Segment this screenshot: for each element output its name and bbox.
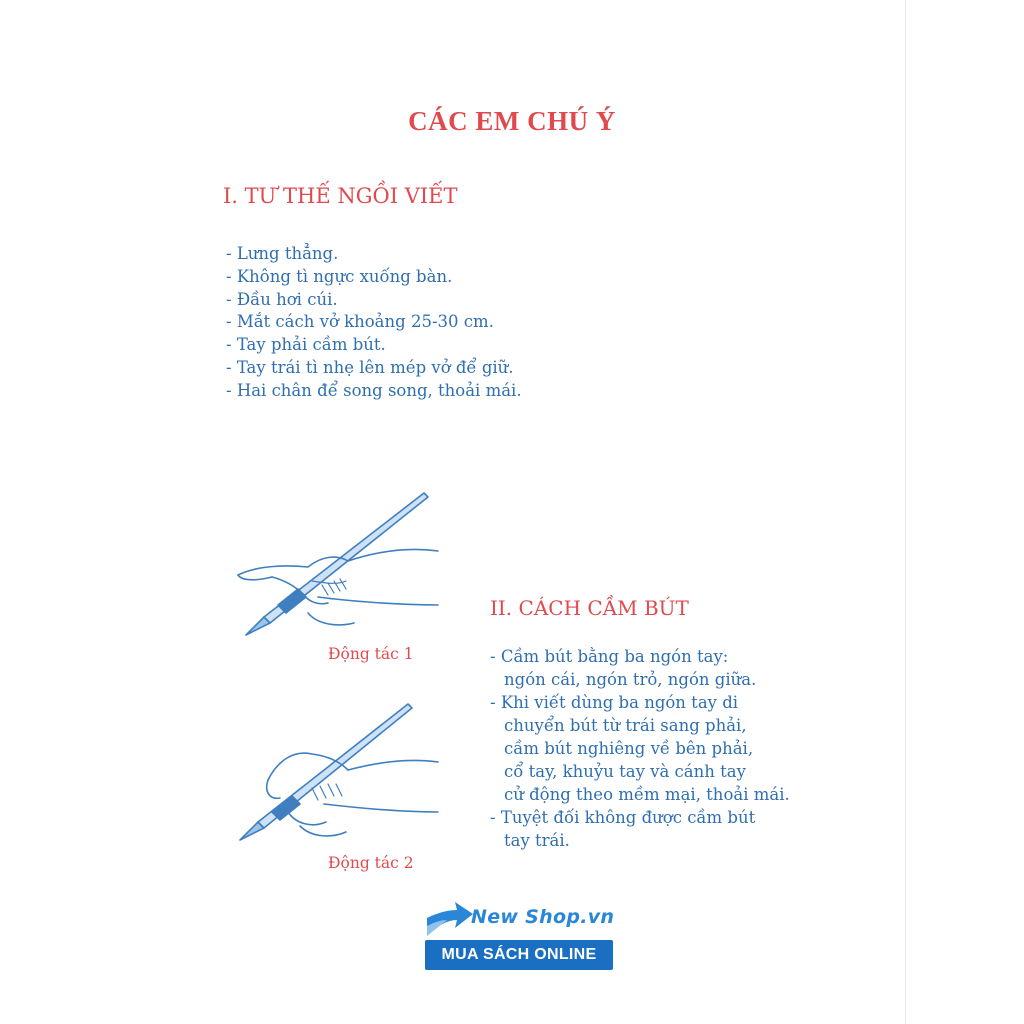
list-item: - Lưng thẳng. bbox=[226, 244, 339, 263]
logo-tagline-badge: MUA SÁCH ONLINE bbox=[425, 940, 613, 970]
list-item-continuation: chuyển bút từ trái sang phải, bbox=[504, 716, 747, 735]
list-item-continuation: cử động theo mềm mại, thoải mái. bbox=[504, 785, 790, 804]
list-item: - Cầm bút bằng ba ngón tay: bbox=[490, 647, 729, 666]
list-item-continuation: ngón cái, ngón trỏ, ngón giữa. bbox=[504, 670, 757, 689]
list-item: - Tay phải cầm bút. bbox=[226, 335, 386, 355]
list-item: - Khi viết dùng ba ngón tay di bbox=[490, 693, 739, 712]
page-edge-line bbox=[905, 0, 906, 1024]
list-item: - Mắt cách vở khoảng 25-30 cm. bbox=[226, 312, 494, 332]
section2-heading: II. CÁCH CẦM BÚT bbox=[490, 596, 689, 620]
list-item: - Tay trái tì nhẹ lên mép vở để giữ. bbox=[226, 357, 514, 377]
list-item: - Tuyệt đối không được cầm bút bbox=[490, 808, 756, 827]
arrow-logo-icon bbox=[425, 896, 475, 938]
list-item: - Không tì ngực xuống bàn. bbox=[226, 266, 453, 286]
list-item: - Hai chân để song song, thoải mái. bbox=[226, 380, 522, 400]
section2-list bbox=[490, 645, 790, 852]
list-item-continuation: cầm bút nghiêng về bên phải, bbox=[504, 739, 754, 758]
figure-caption-2: Động tác 2 bbox=[328, 854, 414, 872]
newshop-logo bbox=[425, 896, 615, 976]
page-title: CÁC EM CHÚ Ý bbox=[408, 106, 616, 136]
logo-wordmark: New Shop.vn bbox=[471, 906, 615, 928]
list-item: - Đầu hơi cúi. bbox=[226, 289, 338, 309]
list-item-continuation: cổ tay, khuỷu tay và cánh tay bbox=[504, 762, 746, 781]
hand-holding-pen-illustration-2 bbox=[228, 700, 443, 850]
section1-list bbox=[226, 243, 522, 403]
list-item-continuation: tay trái. bbox=[504, 831, 570, 850]
hand-holding-pen-illustration-1 bbox=[228, 485, 443, 645]
section1-heading: I. TƯ THẾ NGỒI VIẾT bbox=[223, 184, 458, 208]
figure-caption-1: Động tác 1 bbox=[328, 645, 414, 663]
